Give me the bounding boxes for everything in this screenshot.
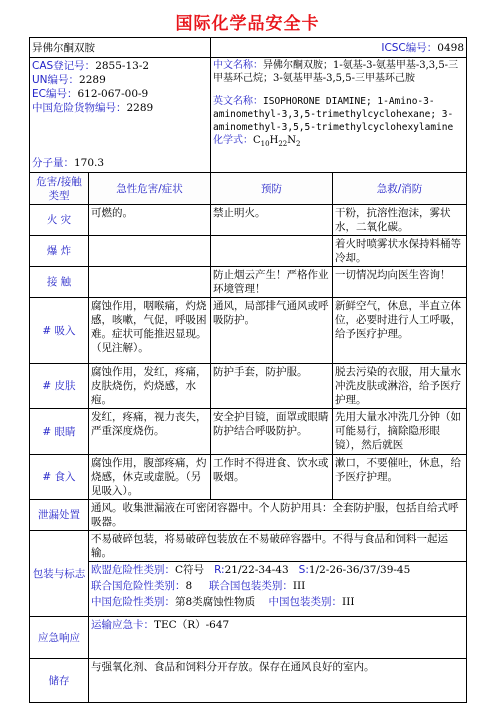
spill-label: 泄漏处置	[30, 500, 89, 531]
en-name-line	[213, 95, 464, 134]
hazard-row-fire	[30, 205, 467, 236]
col-first-aid-header: 急救/消防	[333, 173, 467, 205]
hazard-type: 爆 炸	[30, 236, 89, 267]
cn-class-label: 中国危险性类别：	[91, 596, 175, 608]
mw-label: 分子量：	[32, 157, 74, 169]
hazard-row-contact	[30, 267, 467, 298]
cas-value: 2855-13-2	[95, 60, 150, 72]
hazard-type: 接 触	[30, 267, 89, 298]
mw-line	[32, 156, 104, 170]
card-title: 国际化学品安全卡	[175, 14, 320, 34]
storage-row	[30, 659, 467, 703]
hazard-prevention: 防护手套，防护服。	[211, 364, 333, 409]
un-pack-value: III	[292, 580, 306, 592]
hazard-symptoms: 腐蚀作用，咽喉痛，灼烧感，咳嗽，气促，呼吸困难。症状可能推迟显现。（见注解）。	[89, 298, 211, 364]
hazard-symptoms: 可燃的。	[89, 205, 211, 236]
ec-label: EC编号：	[32, 88, 78, 100]
mw-value: 170.3	[74, 157, 105, 169]
un-class-label: 联合国危险性类别：	[91, 580, 186, 592]
un-pack-label: 联合国包装类别：	[208, 580, 293, 592]
column-header-row	[30, 173, 467, 205]
cn-pack-value: III	[342, 596, 355, 608]
r-phrase-label: R:	[214, 564, 225, 576]
un-line	[32, 73, 208, 87]
names-cell	[211, 58, 467, 173]
hazard-symptoms	[89, 267, 211, 298]
cas-line	[32, 59, 208, 73]
cn-number-line	[32, 101, 208, 115]
header-row	[30, 38, 467, 58]
col-hazard-header: 急性危害/症状	[89, 173, 211, 205]
hazard-row-eyes	[30, 409, 467, 455]
s-phrase-value: 1/2-26-36/37/39-45	[308, 564, 411, 576]
emergency-card-value: TEC（R）-647	[154, 619, 230, 631]
un-class-value: 8	[185, 580, 193, 592]
cn-class-value: 第8类腐蚀性物质	[175, 596, 256, 608]
hazard-prevention: 禁止明火。	[211, 205, 333, 236]
hazard-first-aid: 漱口，不要催吐，休息，给予医疗护理。	[333, 455, 467, 500]
cas-label: CAS登记号：	[32, 60, 96, 72]
eu-class-line	[89, 562, 466, 578]
packaging-cell	[89, 531, 467, 617]
un-label: UN编号：	[32, 74, 80, 86]
packaging-row	[30, 531, 467, 617]
emergency-row	[30, 617, 467, 659]
eu-class-label: 欧盟危险性类别：	[91, 564, 175, 576]
col-prevention-header: 预防	[211, 173, 333, 205]
ec-value: 612-067-00-9	[77, 88, 149, 100]
formula-label: 化学式：	[213, 135, 253, 146]
en-name-label: 英文名称：	[213, 96, 263, 107]
un-class-line	[89, 578, 466, 594]
hazard-prevention: 工作时不得进食、饮水或吸烟。	[211, 455, 333, 500]
emergency-cell	[89, 617, 467, 659]
hazard-symptoms: 腐蚀作用，腹部疼痛，灼烧感，休克或虚脱。（另见吸入）。	[89, 455, 211, 500]
hazard-row-ingestion	[30, 455, 467, 500]
emergency-label: 应急响应	[30, 617, 89, 659]
hazard-first-aid: 新鲜空气，休息，半直立体位，必要时进行人工呼吸，给予医疗护理。	[333, 298, 467, 364]
safety-card-table	[29, 37, 467, 703]
hazard-type: # 食入	[30, 455, 89, 500]
col-type-header: 危害/接触类型	[30, 173, 89, 205]
hazard-first-aid: 脱去污染的衣服，用大量水冲洗皮肤或淋浴，给予医疗护理。	[333, 364, 467, 409]
hazard-first-aid: 干粉，抗溶性泡沫，雾状水，二氧化碳。	[333, 205, 467, 236]
hazard-type: # 眼睛	[30, 409, 89, 455]
chemical-name: 异佛尔酮双胺	[30, 38, 211, 58]
eu-class-value: C符号	[175, 564, 205, 576]
identifiers-cell	[30, 58, 211, 173]
hazard-type: # 吸入	[30, 298, 89, 364]
chemical-formula: $C_{10}H_{22}N_2$	[253, 135, 301, 148]
hazard-first-aid: 先用大量水冲洗几分钟（如可能易行，摘除隐形眼镜），然后就医	[333, 409, 467, 455]
un-value: 2289	[79, 74, 106, 86]
cn-name-value: 异佛尔酮双胺；1-氨基-3-氨基甲基-3,3,5-三甲基环己烷；3-氨基甲基-3,5,5-三甲基环己胺	[213, 60, 459, 84]
cn-number-value: 2289	[126, 102, 154, 114]
hazard-prevention	[211, 236, 333, 267]
en-name-value: ISOPHORONE DIAMINE; 1-Amino-3-aminomethyl-3,3,5-trimethylcyclohexane; 3-aminomethyl-3,5,5-trimethylcyclohexylamine	[213, 96, 454, 133]
identity-row	[30, 58, 467, 173]
ec-line	[32, 87, 208, 101]
hazard-first-aid: 着火时喷雾状水保持料桶等冷却。	[333, 236, 467, 267]
hazard-prevention: 防止烟云产生！严格作业环境管理！	[211, 267, 333, 298]
spill-row	[30, 500, 467, 531]
icsc-label: ICSC编号：	[381, 41, 438, 54]
hazard-symptoms: 腐蚀作用，发红，疼痛，皮肤烧伤，灼烧感，水疱。	[89, 364, 211, 409]
emergency-card-label: 运输应急卡：	[91, 619, 154, 631]
cn-class-line	[89, 594, 466, 610]
hazard-symptoms	[89, 236, 211, 267]
cn-name-label: 中文名称：	[213, 60, 263, 71]
hazard-type: # 皮肤	[30, 364, 89, 409]
s-phrase-label: S:	[298, 564, 309, 576]
r-phrase-value: 21/22-34-43	[224, 564, 289, 576]
hazard-row-explosion	[30, 236, 467, 267]
spill-text: 通风。收集泄漏液在可密闭容器中。个人防护用具：全套防护服，包括自给式呼吸器。	[89, 500, 467, 531]
packaging-label: 包装与标志	[30, 531, 89, 617]
hazard-prevention: 安全护目镜，面罩或眼睛防护结合呼吸防护。	[211, 409, 333, 455]
storage-text: 与强氧化剂、食品和饲料分开存放。保存在通风良好的室内。	[89, 659, 467, 703]
icsc-number	[211, 38, 467, 58]
cn-pack-label: 中国包装类别：	[268, 596, 343, 608]
hazard-type: 火 灾	[30, 205, 89, 236]
hazard-prevention: 通风，局部排气通风或呼吸防护。	[211, 298, 333, 364]
cn-number-label: 中国危险货物编号：	[32, 102, 127, 114]
hazard-row-skin	[30, 364, 467, 409]
storage-label: 储存	[30, 659, 89, 703]
hazard-row-inhalation	[30, 298, 467, 364]
packaging-text: 不易破碎包装，将易破碎包装放在不易破碎容器中。不得与食品和饲料一起运输。	[89, 531, 466, 562]
hazard-symptoms: 发红，疼痛，视力丧失，严重深度烧伤。	[89, 409, 211, 455]
formula-line	[213, 134, 464, 151]
hazard-first-aid: 一切情况均向医生咨询！	[333, 267, 467, 298]
icsc-value: 0498	[437, 41, 465, 54]
cn-name-line	[213, 59, 464, 85]
